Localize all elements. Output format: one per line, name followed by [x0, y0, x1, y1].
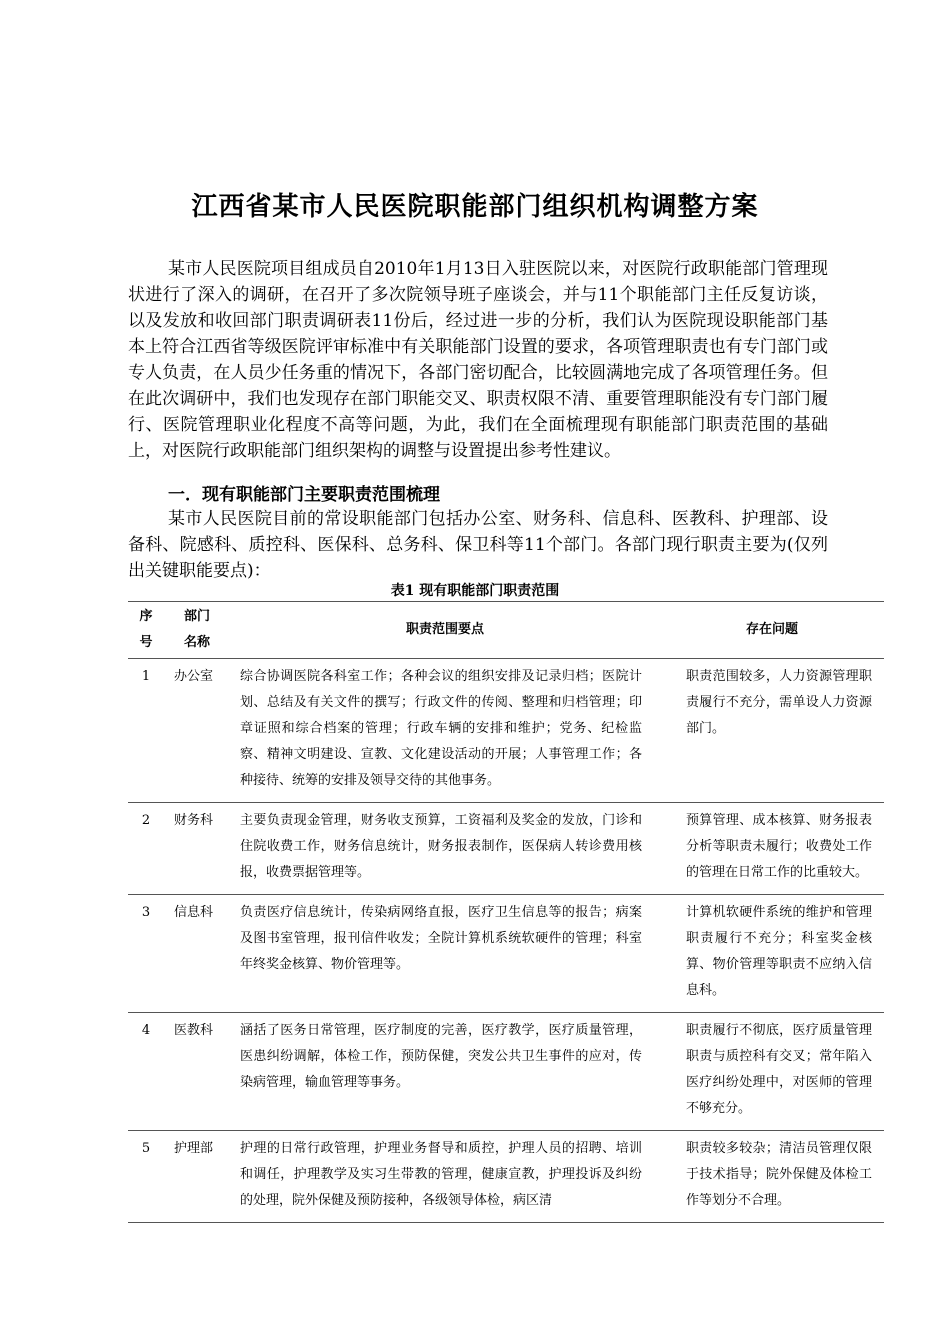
row-num: 3: [128, 895, 164, 1013]
row-issue: 职责履行不彻底，医疗质量管理职责与质控科有交叉；常年陷入医疗纠纷处理中，对医师的管理不够充分。: [660, 1013, 884, 1131]
row-num: 2: [128, 803, 164, 895]
header-dept-line2: 名称: [183, 635, 210, 650]
row-issue: 预算管理、成本核算、财务报表分析等职责未履行；收费处工作的管理在日常工作的比重较大。: [660, 803, 884, 895]
table-row: [128, 659, 884, 803]
row-dept: 办公室: [164, 659, 230, 803]
row-dept: 护理部: [164, 1131, 230, 1223]
row-num: 4: [128, 1013, 164, 1131]
table-row: [128, 1131, 884, 1223]
row-scope: 护理的日常行政管理，护理业务督导和质控，护理人员的招聘、培训和调任，护理教学及实习生带教的管理，健康宣教，护理投诉及纠纷的处理，院外保健及预防接种，各级领导体检，病区清: [230, 1131, 660, 1223]
row-issue: 职责较多较杂；清洁员管理仅限于技术指导；院外保健及体检工作等划分不合理。: [660, 1131, 884, 1223]
header-num: [128, 602, 164, 659]
table-row: [128, 803, 884, 895]
table-row: [128, 1013, 884, 1131]
row-num: 5: [128, 1131, 164, 1223]
document-title: 江西省某市人民医院职能部门组织机构调整方案: [191, 192, 759, 222]
intro-paragraph: 某市人民医院项目组成员自2010年1月13日入驻医院以来，对医院行政职能部门管理现状进行了深入的调研，在召开了多次院领导班子座谈会，并与11个职能部门主任反复访谈，以及发放和收回部门职责调研表11份后，经过进一步的分析，我们认为医院现设职能部门基本上符合江西省等级医院评审标准中有关职能部门设置的要求，各项管理职责也有专门部门或专人负责，在人员少任务重的情况下，各部门密切配合，比较圆满地完成了各项管理任务。但在此次调研中，我们也发现存在部门职能交叉、职责权限不清、重要管理职能没有专门部门履行、医院管理职业化程度不高等问题，为此，我们在全面梳理现有职能部门职责范围的基础上，对医院行政职能部门组织架构的调整与设置提出参考性建议。: [128, 259, 828, 461]
section-heading: 一．现有职能部门主要职责范围梳理: [168, 485, 440, 505]
header-dept: [164, 602, 230, 659]
section-paragraph: 某市人民医院目前的常设职能部门包括办公室、财务科、信息科、医教科、护理部、设备科、院感科、质控科、医保科、总务科、保卫科等11个部门。各部门现行职责主要为(仅列出关键职能要点)：: [128, 509, 828, 581]
table-caption: 表1 现有职能部门职责范围: [390, 583, 560, 599]
duties-table: [128, 601, 884, 1223]
row-scope: 主要负责现金管理，财务收支预算，工资福利及奖金的发放，门诊和住院收费工作，财务信息统计，财务报表制作，医保病人转诊费用核报，收费票据管理等。: [230, 803, 660, 895]
row-issue: 计算机软硬件系统的维护和管理职责履行不充分；科室奖金核算、物价管理等职责不应纳入信息科。: [660, 895, 884, 1013]
header-dept-line1: 部门: [183, 609, 210, 624]
row-dept: 医教科: [164, 1013, 230, 1131]
row-dept: 信息科: [164, 895, 230, 1013]
header-num-line1: 序: [139, 609, 153, 624]
row-scope: 涵括了医务日常管理，医疗制度的完善，医疗教学，医疗质量管理，医患纠纷调解，体检工作，预防保健，突发公共卫生事件的应对，传染病管理，输血管理等事务。: [230, 1013, 660, 1131]
table-row: [128, 895, 884, 1013]
header-issue: 存在问题: [660, 602, 884, 659]
row-scope: 负责医疗信息统计，传染病网络直报，医疗卫生信息等的报告；病案及图书室管理，报刊信件收发；全院计算机系统软硬件的管理；科室年终奖金核算、物价管理等。: [230, 895, 660, 1013]
row-scope: 综合协调医院各科室工作；各种会议的组织安排及记录归档；医院计划、总结及有关文件的撰写；行政文件的传阅、整理和归档管理；印章证照和综合档案的管理；行政车辆的安排和维护；党务、纪检监察、精神文明建设、宣教、文化建设活动的开展；人事管理工作；各种接待、统筹的安排及领导交待的其他事务。: [230, 659, 660, 803]
row-issue: 职责范围较多，人力资源管理职责履行不充分，需单设人力资源部门。: [660, 659, 884, 803]
header-num-line2: 号: [139, 635, 153, 650]
table-header-row: [128, 602, 884, 659]
header-scope: 职责范围要点: [230, 602, 660, 659]
row-num: 1: [128, 659, 164, 803]
row-dept: 财务科: [164, 803, 230, 895]
